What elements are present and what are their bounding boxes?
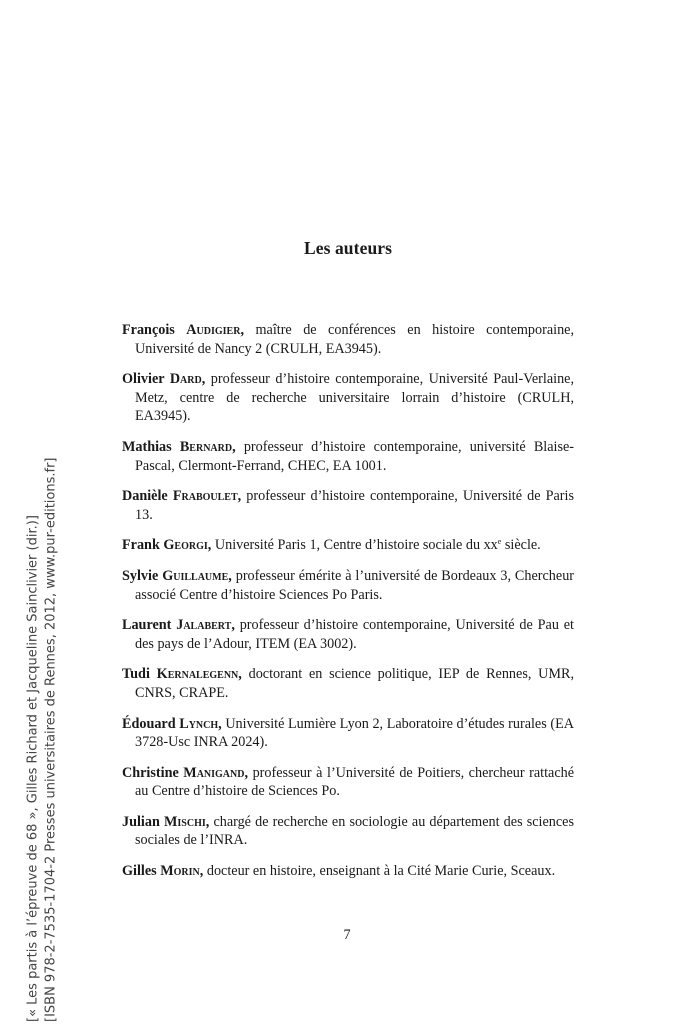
author-entry (122, 616, 574, 653)
author-description: professeur d’histoire contemporaine, université Blaise-Pascal, Clermont-Ferrand, CHEC, EA 1001. (135, 438, 575, 474)
author-entry (122, 567, 574, 604)
author-name (122, 322, 244, 338)
author-name (122, 666, 242, 682)
author-name (122, 765, 248, 781)
author-separator: , (207, 537, 212, 554)
author-description: docteur en histoire, enseignant à la Cité Marie Curie, Sceaux. (206, 863, 556, 880)
author-name (122, 371, 205, 387)
author-description-end: siècle. (501, 537, 541, 554)
author-separator: , (232, 438, 236, 455)
author-entry (122, 370, 574, 426)
author-name (122, 814, 209, 830)
author-last-name: Kernalegenn (156, 666, 239, 683)
page-title: Les auteurs (303, 238, 393, 258)
author-first-name: Danièle (122, 488, 168, 505)
author-description: maître de conférences en histoire contemporaine, Université de Nancy 2 (CRULH, EA3945). (135, 322, 575, 357)
author-last-name: Bernard (179, 438, 233, 455)
author-description: professeur d’histoire contemporaine, Université de Pau et des pays de l’Adour, ITEM (EA 3002). (135, 617, 574, 652)
author-first-name: Mathias (122, 438, 172, 455)
author-separator: , (238, 666, 242, 683)
author-last-name: Guillaume (162, 567, 229, 584)
author-description: professeur d’histoire contemporaine, Université Paul-Verlaine, Metz, centre de recherche universitaire lorrain d’histoire (CRULH, EA3945). (135, 371, 575, 425)
author-separator: , (244, 764, 249, 781)
sidebar-line-isbn: [ISBN 978-2-7535-1704-2 Presses universitaires de Rennes, 2012, www.pur-editions.fr] (43, 457, 58, 1022)
author-name (122, 617, 235, 633)
author-last-name: Morin (160, 863, 200, 880)
author-entry (122, 536, 574, 555)
author-first-name: Frank (122, 537, 160, 554)
author-separator: , (240, 322, 244, 338)
author-first-name: Édouard (122, 715, 176, 732)
author-name (122, 568, 232, 584)
author-name (122, 537, 211, 553)
author-entry (122, 321, 574, 358)
author-entry (122, 487, 574, 524)
superscript: e (497, 537, 502, 547)
author-description: chargé de recherche en sociologie au département des sciences sociales de l’INRA. (135, 813, 574, 849)
author-separator: , (201, 371, 206, 388)
author-entry (122, 813, 574, 850)
author-last-name: Mischi (164, 813, 206, 830)
author-name (122, 488, 241, 504)
author-entry (122, 764, 574, 801)
author-description: professeur d’histoire contemporaine, Université de Paris 13. (135, 488, 574, 523)
author-last-name: Audigier (186, 322, 241, 338)
author-description: Université Paris 1, Centre d’histoire sociale du xx (214, 537, 498, 554)
author-entry (122, 715, 574, 752)
author-last-name: Georgi (163, 537, 208, 554)
author-separator: , (228, 567, 232, 584)
sidebar-line-title: [« Les partis à l’épreuve de 68 », Gilles Richard et Jacqueline Sainclivier (dir.)] (25, 515, 41, 1022)
author-last-name: Jalabert (176, 617, 232, 634)
author-name (122, 439, 236, 455)
author-entry (122, 862, 574, 881)
author-last-name: Dard (169, 371, 202, 388)
author-first-name: Sylvie (122, 567, 159, 584)
copyright-sidebar (25, 382, 60, 1022)
author-separator: , (199, 863, 204, 880)
author-separator: , (237, 488, 242, 505)
author-entry (122, 438, 574, 475)
author-first-name: Gilles (122, 863, 157, 880)
author-first-name: Laurent (122, 617, 172, 634)
author-separator: , (205, 813, 210, 830)
page-number: 7 (343, 927, 351, 943)
author-separator: , (218, 715, 222, 732)
author-description: doctorant en science politique, IEP de Rennes, UMR, CNRS, CRAPE. (135, 666, 575, 701)
author-separator: , (231, 617, 235, 634)
author-name (122, 863, 203, 879)
author-first-name: Tudi (122, 666, 150, 683)
author-first-name: François (122, 322, 175, 338)
author-first-name: Olivier (122, 371, 165, 388)
author-description: professeur à l’Université de Poitiers, chercheur rattaché au Centre d’histoire de Sciences Po. (135, 764, 575, 800)
author-description: Université Lumière Lyon 2, Laboratoire d’études rurales (EA 3728-Usc INRA 2024). (135, 715, 574, 751)
author-name (122, 716, 222, 732)
author-first-name: Julian (122, 813, 160, 830)
author-last-name: Fraboulet (172, 488, 238, 505)
author-description: professeur émérite à l’université de Bordeaux 3, Chercheur associé Centre d’histoire Sciences Po Paris. (135, 567, 575, 603)
author-last-name: Lynch (179, 715, 219, 732)
author-first-name: Christine (122, 764, 179, 781)
authors-list (122, 321, 574, 893)
author-last-name: Manigand (183, 764, 245, 781)
author-entry (122, 665, 574, 702)
